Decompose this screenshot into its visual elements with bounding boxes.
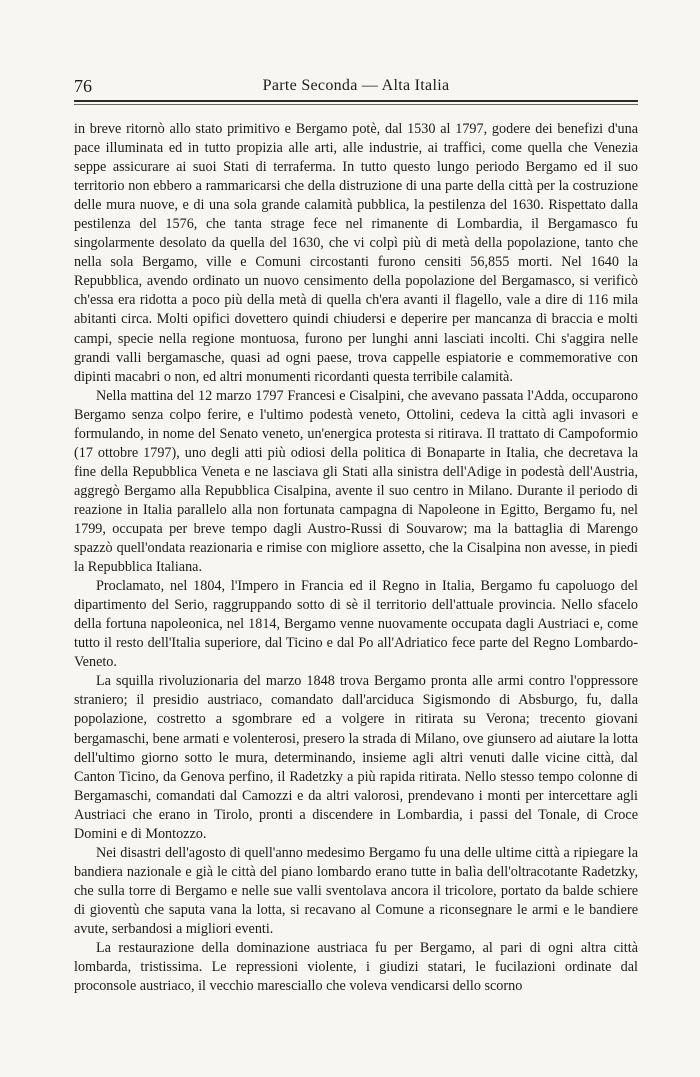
- running-head: [74, 74, 638, 96]
- paragraph: La restaurazione della dominazione austriaca fu per Bergamo, al pari di ogni altra città lombarda, tristissima. Le repressioni violente, i giudizi statari, le fucilazioni ordinate dal proconsole austriaco, il vecchio maresciallo che voleva vendicarsi dello scorno: [74, 940, 638, 995]
- paragraph: La squilla rivoluzionaria del marzo 1848 trova Bergamo pronta alle armi contro l'oppressore straniero; il presidio austriaco, comandato dall'arciduca Sigismondo di Absburgo, fu, dalla popolazione, costretto a sgombrare ed a volgere in ritirata su Verona; trecento giovani bergamaschi, bene armati e volenterosi, presero la strada di Milano, ove giunsero ad aiutare la lotta dell'ultimo giorno sotto le mura, determinando, insieme agli altri venuti dalle vicine città, dal Canton Ticino, da Genova perfino, il Radetzky a più rapida ritirata. Nello stesso tempo colonne di Bergamaschi, comandati dal Camozzi e da altri valorosi, prendevano i monti per intercettare agli Austriaci che erano in Tirolo, pronti a discendere in Lombardia, i passi del Tonale, di Croce Domini e di Montozzo.: [74, 673, 638, 842]
- running-title: Parte Seconda — Alta Italia: [262, 77, 450, 94]
- paragraph: in breve ritornò allo stato primitivo e Bergamo potè, dal 1530 al 1797, godere dei benefizi d'una pace illuminata ed in tutto propizia alle arti, alle industrie, ai traffici, come quella che Venezia seppe assicurare ai suoi Stati di terraferma. In tutto questo lungo periodo Bergamo ed il suo territorio non ebbero a rammaricarsi che della distruzione di una parte della città per la costruzione delle mura nuove, e di una sola grande calamità pubblica, la pestilenza del 1630. Rispettato dalla pestilenza del 1576, che tanta strage fece nel rimanente di Lombardia, il Bergamasco fu singolarmente desolato da quella del 1630, che vi colpì più di metà della popolazione, tanto che nella sola Bergamo, ville e Comuni circostanti furono censiti 56,855 morti. Nel 1640 la Repubblica, avendo ordinato un nuovo censimento della popolazione del Bergamasco, si verificò ch'essa era ridotta a poco più della metà di quella ch'era avanti il flagello, vale a dire di 116 mila abitanti circa. Molti opifici dovettero quindi chiudersi e deperire per mancanza di braccia e molti campi, specie nella regione montuosa, furono per lunghi anni lasciati incolti. Chi s'aggira nelle grandi valli bergamasche, quasi ad ogni paese, trova cappelle espiatorie e commemorative con dipinti macabri o non, ed altri monumenti ricordanti questa terribile calamità.: [74, 121, 638, 385]
- header-rule-thin: [74, 104, 638, 105]
- page-number: 76: [74, 76, 92, 96]
- paragraph: Nella mattina del 12 marzo 1797 Francesi e Cisalpini, che avevano passata l'Adda, occuparono Bergamo senza colpo ferire, e l'ultimo podestà veneto, Ottolini, cedeva la città agli invasori e formulando, in nome del Senato veneto, un'energica protesta si ritirava. Il trattato di Campoformio (17 ottobre 1797), uno degli atti più odiosi della politica di Bonaparte in Italia, che decretava la fine della Repubblica Veneta e ne lasciava gli Stati alla sinistra dell'Adige in podestà dell'Austria, aggregò Bergamo alla Repubblica Cisalpina, avente il suo centro in Milano. Durante il periodo di reazione in Italia parallelo alla non fortunata campagna di Napoleone in Egitto, Bergamo fu, nel 1799, occupata per breve tempo dagli Austro-Russi di Souvarow; ma la battaglia di Marengo spazzò quell'ondata reazionaria e rimise con migliore assetto, che la Cisalpina non avesse, in piedi la Repubblica Italiana.: [74, 387, 638, 576]
- header-rule-thick: [74, 100, 638, 102]
- body-text: [74, 120, 638, 996]
- paragraph: Nei disastri dell'agosto di quell'anno medesimo Bergamo fu una delle ultime città a ripiegare la bandiera nazionale e già le città del piano lombardo erano tutte in balìa dell'oltracotante Radetzky, che sulla torre di Bergamo e nelle sue valli sventolava ancora il tricolore, portato da balde schiere di gioventù che saputa vana la lotta, si recavano al Comune a riconsegnare le armi e le bandiere avute, serbandosi a migliori eventi.: [74, 844, 638, 937]
- paragraph: Proclamato, nel 1804, l'Impero in Francia ed il Regno in Italia, Bergamo fu capoluogo del dipartimento del Serio, raggruppando sotto di sè il territorio dell'attuale provincia. Nello sfacelo della fortuna napoleonica, nel 1814, Bergamo venne nuovamente occupata dagli Austriaci e, come tutto il resto dell'Italia superiore, dal Ticino e dal Po all'Adriatico fece parte del Regno Lombardo-Veneto.: [74, 578, 638, 671]
